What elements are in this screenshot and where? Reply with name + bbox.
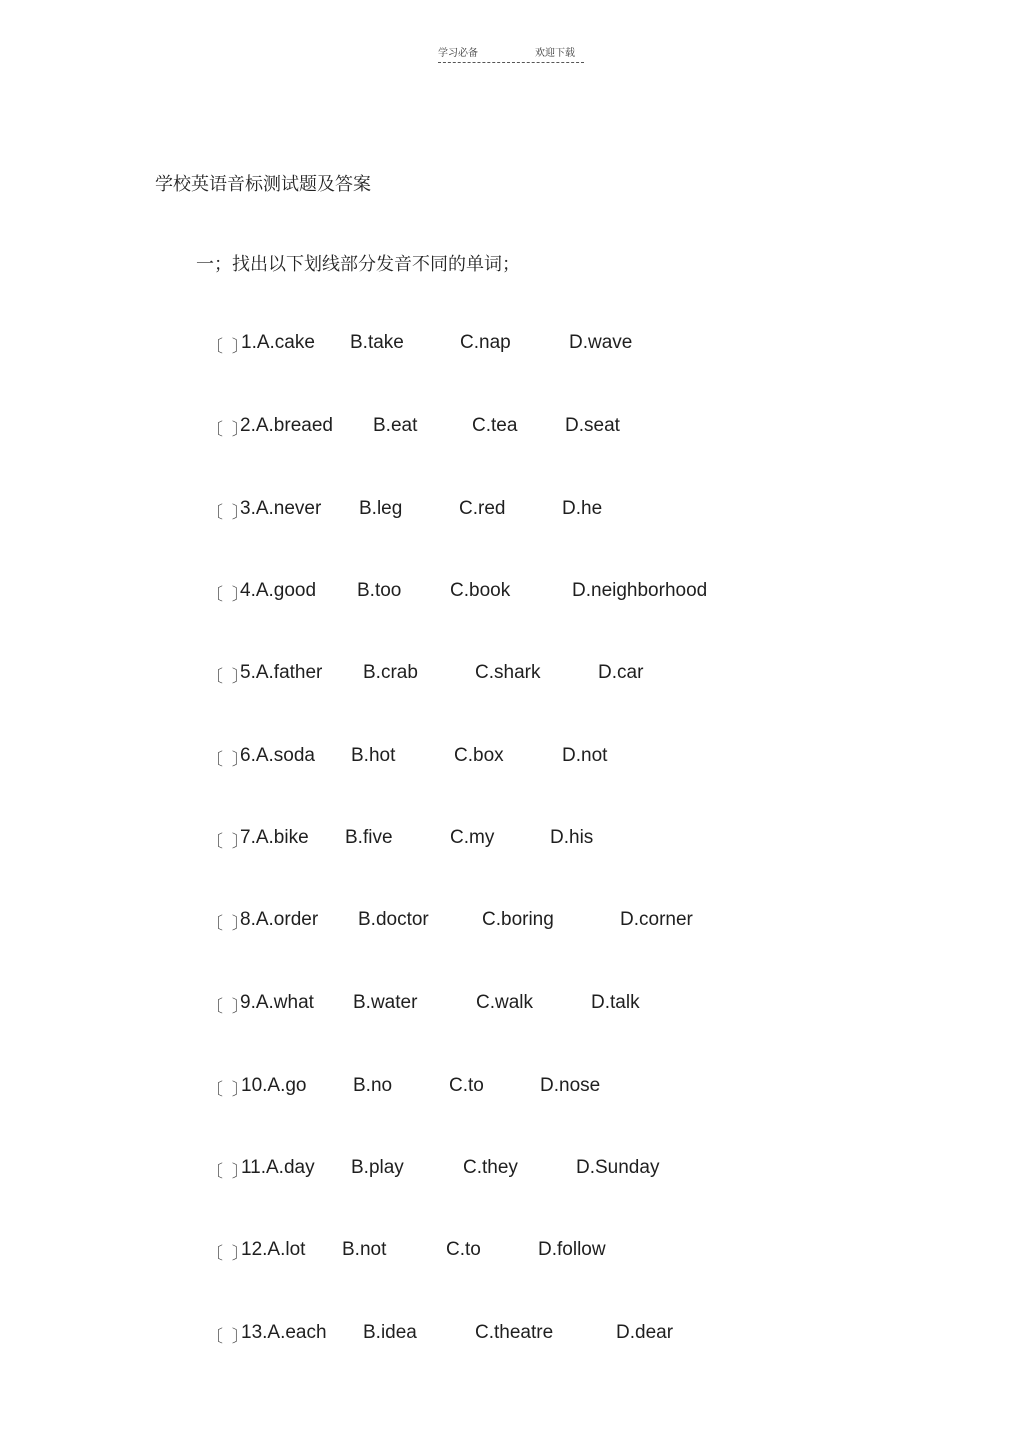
- answer-bracket: 〔 〕: [206, 1327, 251, 1346]
- option-b: B.too: [357, 580, 402, 601]
- document-title: 学校英语音标测试题及答案: [155, 174, 371, 195]
- page-header: [438, 42, 584, 63]
- option-b: B.take: [350, 332, 404, 353]
- option-b: B.doctor: [358, 909, 429, 930]
- option-b: B.leg: [359, 498, 403, 519]
- question-number-option-a: 11.A.day: [241, 1157, 315, 1178]
- question-row: [0, 498, 1024, 524]
- option-b: B.water: [353, 992, 418, 1013]
- option-d: D.nose: [540, 1075, 601, 1096]
- option-b: B.no: [353, 1075, 393, 1096]
- question-row: [0, 992, 1024, 1018]
- option-d: D.car: [598, 662, 644, 683]
- option-b: B.not: [342, 1239, 387, 1260]
- option-b: B.five: [345, 827, 393, 848]
- answer-bracket: 〔 〕: [206, 337, 251, 356]
- option-b: B.crab: [363, 662, 418, 683]
- option-b: B.eat: [373, 415, 418, 436]
- answer-bracket: 〔 〕: [206, 503, 251, 522]
- question-row: [0, 1157, 1024, 1183]
- answer-bracket: 〔 〕: [206, 1162, 251, 1181]
- option-d: D.neighborhood: [572, 580, 708, 601]
- question-number-option-a: 9.A.what: [240, 992, 314, 1013]
- option-c: C.red: [459, 498, 506, 519]
- option-d: D.seat: [565, 415, 620, 436]
- answer-bracket: 〔 〕: [206, 667, 251, 686]
- question-row: [0, 332, 1024, 358]
- question-row: [0, 662, 1024, 688]
- answer-bracket: 〔 〕: [206, 750, 251, 769]
- question-row: [0, 580, 1024, 606]
- question-number-option-a: 3.A.never: [240, 498, 322, 519]
- question-row: [0, 909, 1024, 935]
- question-number-option-a: 4.A.good: [240, 580, 317, 601]
- option-c: C.book: [450, 580, 511, 601]
- question-number-option-a: 2.A.breaed: [240, 415, 333, 436]
- header-left-text: 学习必备: [438, 48, 478, 59]
- option-d: D.corner: [620, 909, 693, 930]
- option-c: C.shark: [475, 662, 541, 683]
- option-d: D.his: [550, 827, 594, 848]
- question-row: [0, 827, 1024, 853]
- option-c: C.to: [446, 1239, 481, 1260]
- header-right-text: 欢迎下载: [535, 48, 575, 59]
- answer-bracket: 〔 〕: [206, 914, 251, 933]
- question-number-option-a: 13.A.each: [241, 1322, 327, 1343]
- question-number-option-a: 5.A.father: [240, 662, 323, 683]
- option-c: C.theatre: [475, 1322, 554, 1343]
- option-d: D.dear: [616, 1322, 674, 1343]
- option-d: D.talk: [591, 992, 640, 1013]
- option-d: D.not: [562, 745, 608, 766]
- option-c: C.my: [450, 827, 495, 848]
- option-d: D.follow: [538, 1239, 606, 1260]
- option-d: D.wave: [569, 332, 633, 353]
- question-row: [0, 1322, 1024, 1348]
- answer-bracket: 〔 〕: [206, 832, 251, 851]
- question-row: [0, 415, 1024, 441]
- option-d: D.Sunday: [576, 1157, 660, 1178]
- option-c: C.to: [449, 1075, 484, 1096]
- section-heading: 一；找出以下划线部分发音不同的单词；: [196, 254, 520, 275]
- question-number-option-a: 7.A.bike: [240, 827, 309, 848]
- answer-bracket: 〔 〕: [206, 585, 251, 604]
- question-number-option-a: 10.A.go: [241, 1075, 307, 1096]
- option-c: C.walk: [476, 992, 534, 1013]
- option-c: C.boring: [482, 909, 554, 930]
- option-c: C.tea: [472, 415, 518, 436]
- answer-bracket: 〔 〕: [206, 1080, 251, 1099]
- option-c: C.nap: [460, 332, 511, 353]
- answer-bracket: 〔 〕: [206, 997, 251, 1016]
- question-number-option-a: 6.A.soda: [240, 745, 315, 766]
- option-b: B.idea: [363, 1322, 417, 1343]
- answer-bracket: 〔 〕: [206, 420, 251, 439]
- option-b: B.hot: [351, 745, 396, 766]
- question-row: [0, 1239, 1024, 1265]
- question-number-option-a: 12.A.lot: [241, 1239, 306, 1260]
- question-number-option-a: 1.A.cake: [241, 332, 315, 353]
- answer-bracket: 〔 〕: [206, 1244, 251, 1263]
- question-row: [0, 1075, 1024, 1101]
- option-c: C.they: [463, 1157, 518, 1178]
- option-d: D.he: [562, 498, 603, 519]
- option-c: C.box: [454, 745, 504, 766]
- question-row: [0, 745, 1024, 771]
- question-number-option-a: 8.A.order: [240, 909, 319, 930]
- option-b: B.play: [351, 1157, 404, 1178]
